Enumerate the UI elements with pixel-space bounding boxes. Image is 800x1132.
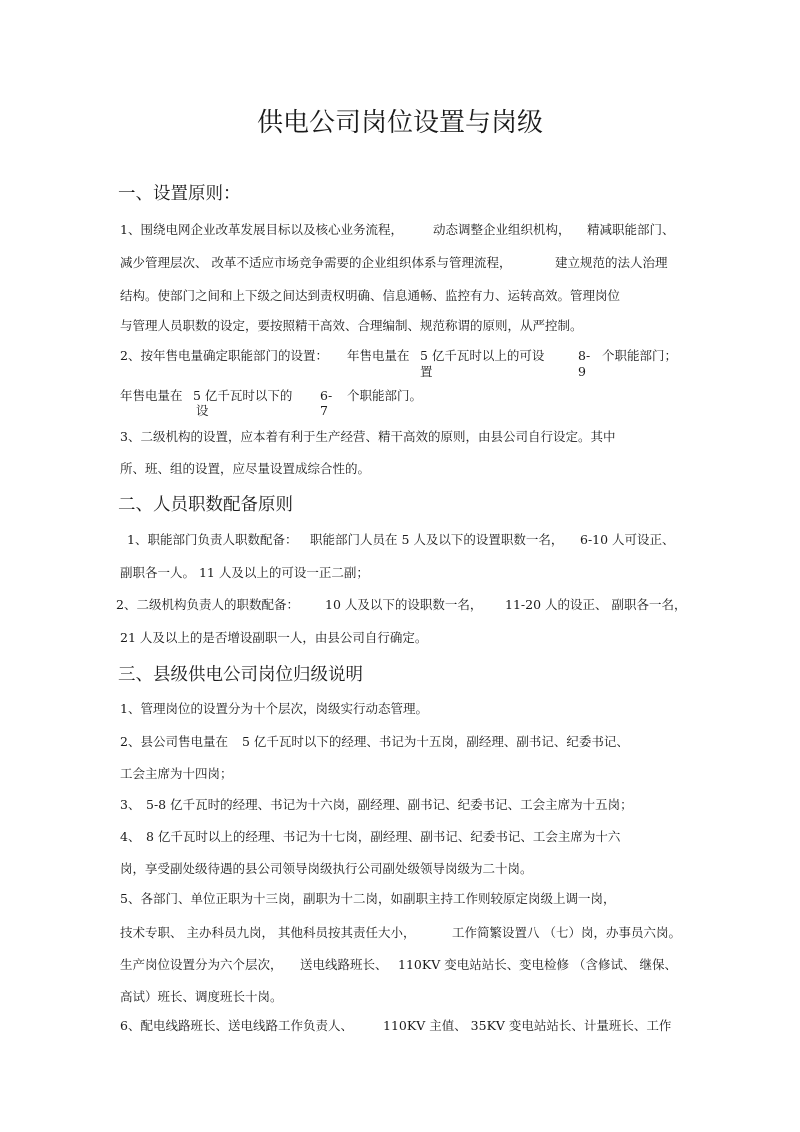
paragraph-line: 5 亿千瓦时以下的 — [193, 388, 293, 403]
paragraph-line: 2、县公司售电量在 — [120, 734, 228, 749]
paragraph-line: 技术专职、 主办科员九岗， 其他科员按其责任大小， — [120, 925, 416, 940]
paragraph-line: 3、 — [120, 797, 141, 812]
paragraph-line: 岗，享受副处级待遇的县公司领导岗级执行公司副处级领导岗级为二十岗。 — [120, 861, 533, 876]
paragraph-line: 6- — [320, 388, 333, 403]
paragraph-line: 1、管理岗位的设置分为十个层次，岗级实行动态管理。 — [120, 701, 428, 716]
paragraph-line: 送电线路班长、 — [300, 957, 388, 972]
section-heading-principles: 一、设置原则： — [118, 184, 241, 204]
paragraph-line: 与管理人员职数的设定，要按照精干高效、合理编制、规范称谓的原则，从严控制。 — [120, 318, 583, 333]
paragraph-line: 5、各部门、单位正职为十三岗，副职为十二岗，如副职主持工作则较原定岗级上调一岗， — [120, 891, 616, 906]
paragraph-line: 7 — [320, 403, 328, 418]
paragraph-line: 4、 — [120, 829, 141, 844]
paragraph-line: 建立规范的法人治理 — [555, 255, 668, 270]
paragraph-line: 结构。使部门之间和上下级之间达到责权明确、信息通畅、监控有力、运转高效。管理岗位 — [120, 288, 621, 303]
paragraph-line: 8- — [578, 348, 591, 363]
section-heading-grade-rules: 三、县级供电公司岗位归级说明 — [118, 665, 363, 685]
section-heading-staffing: 二、人员职数配备原则 — [118, 495, 293, 515]
paragraph-line: 设 — [196, 403, 209, 418]
paragraph-line: 6-10 人可设正、 — [580, 532, 675, 547]
page-title: 供电公司岗位设置与岗级 — [256, 108, 543, 138]
paragraph-line: 置 — [420, 364, 433, 379]
paragraph-line: 5-8 亿千瓦时的经理、书记为十六岗，副经理、副书记、纪委书记、工会主席为十五岗； — [146, 797, 633, 812]
paragraph-line: 年售电量在 — [347, 348, 410, 363]
paragraph-line: 个职能部门。 — [347, 388, 423, 403]
paragraph-line: 11-20 人的设正、 副职各一名， — [505, 597, 687, 612]
paragraph-line: 21 人及以上的是否增设副职一人，由县公司自行确定。 — [120, 630, 428, 645]
paragraph-line: 9 — [578, 364, 586, 379]
paragraph-line: 8 亿千瓦时以上的经理、书记为十七岗，副经理、副书记、纪委书记、工会主席为十六 — [146, 829, 621, 844]
paragraph-line: 1、职能部门负责人职数配备： — [127, 532, 298, 547]
paragraph-line: 精减职能部门、 — [587, 222, 675, 237]
paragraph-line: 2、按年售电量确定职能部门的设置： — [120, 348, 328, 363]
paragraph-line: 工作简繁设置八 （七）岗，办事员六岗。 — [452, 925, 681, 940]
paragraph-line: 10 人及以下的设职数一名， — [325, 597, 483, 612]
paragraph-line: 减少管理层次、 改革不适应市场竞争需要的企业组织体系与管理流程， — [120, 255, 512, 270]
paragraph-line: 5 亿千瓦时以下的经理、书记为十五岗，副经理、副书记、纪委书记、 — [242, 734, 629, 749]
paragraph-line: 年售电量在 — [120, 388, 183, 403]
paragraph-line: 3、二级机构的设置，应本着有利于生产经营、精干高效的原则，由县公司自行设定。其中 — [120, 429, 616, 444]
paragraph-line: 1、围绕电网企业改革发展目标以及核心业务流程， — [120, 222, 403, 237]
paragraph-line: 生产岗位设置分为六个层次， — [120, 957, 283, 972]
paragraph-line: 所、班、组的设置，应尽量设置成综合性的。 — [120, 461, 371, 476]
paragraph-line: 工会主席为十四岗； — [120, 766, 233, 781]
paragraph-line: 副职各一人。 11 人及以上的可设一正二副； — [120, 565, 369, 580]
paragraph-line: 个职能部门； — [602, 348, 678, 363]
paragraph-line: 5 亿千瓦时以上的可设 — [420, 348, 545, 363]
paragraph-line: 110KV 主值、 35KV 变电站站长、计量班长、工作 — [383, 1018, 672, 1033]
paragraph-line: 110KV 变电站站长、 — [398, 957, 520, 972]
paragraph-line: 职能部门人员在 5 人及以下的设置职数一名， — [310, 532, 564, 547]
paragraph-line: 变电检修 （含修试、 继保、 — [519, 957, 677, 972]
paragraph-line: 6、配电线路班长、送电线路工作负责人、 — [120, 1018, 353, 1033]
paragraph-line: 2、二级机构负责人的职数配备： — [116, 597, 299, 612]
paragraph-line: 高试）班长、调度班长十岗。 — [120, 989, 283, 1004]
paragraph-line: 动态调整企业组织机构， — [433, 222, 571, 237]
